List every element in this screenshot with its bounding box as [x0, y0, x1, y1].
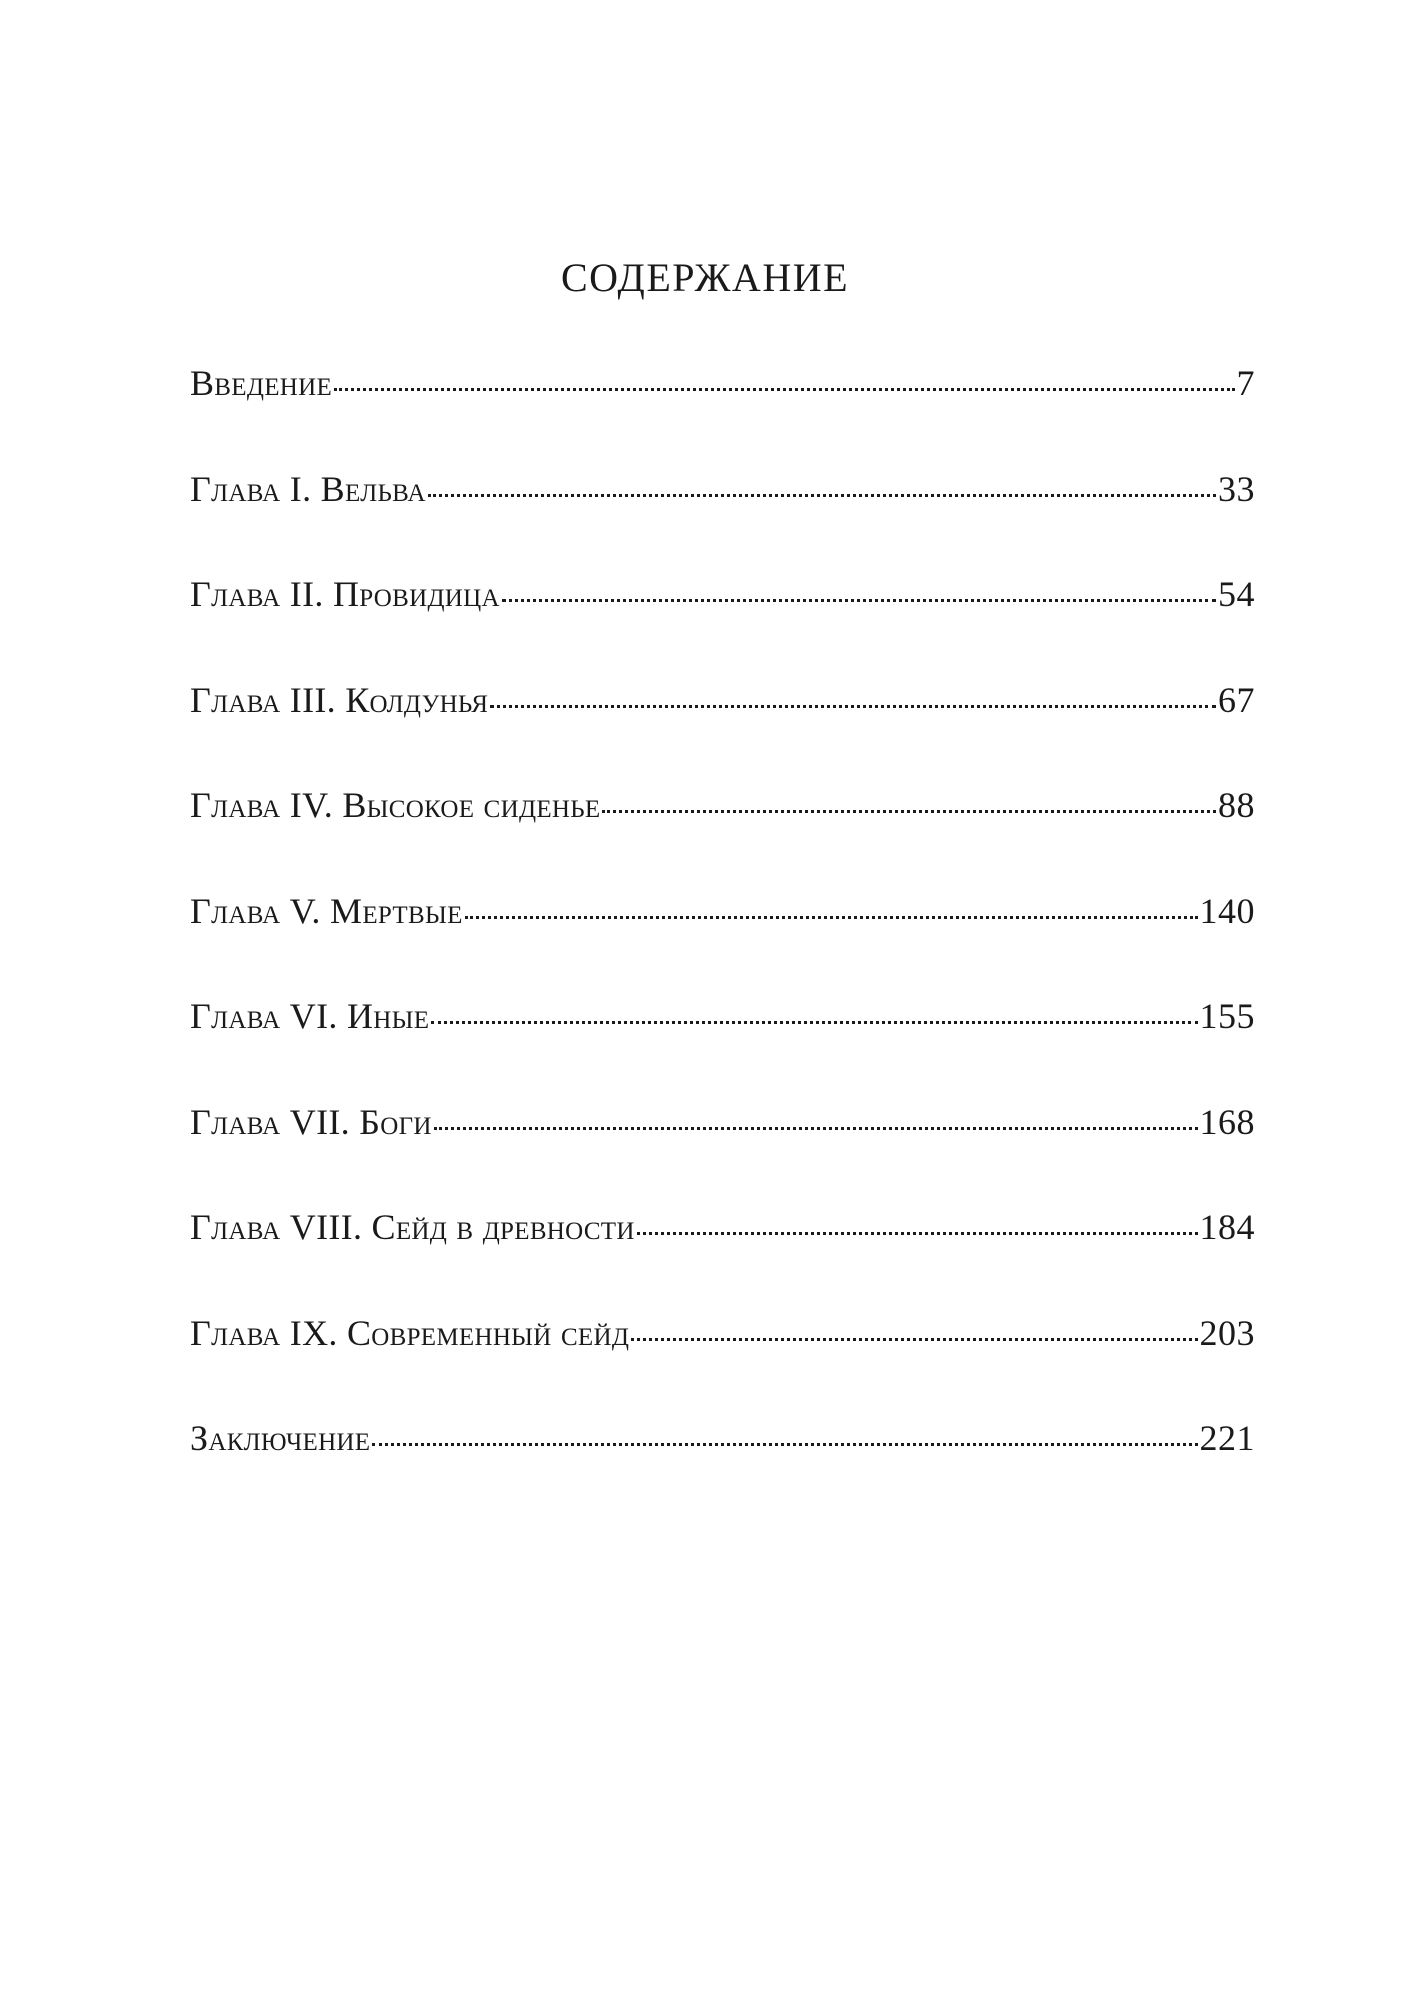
dot-leader — [431, 1021, 1197, 1024]
toc-title: СОДЕРЖАНИЕ — [560, 255, 850, 300]
toc-entry-page-number: 168 — [1199, 1101, 1255, 1142]
toc-entry-chapter-4[interactable] — [190, 784, 1255, 890]
toc-entry-chapter-9[interactable] — [190, 1312, 1255, 1418]
toc-entry-introduction[interactable] — [190, 362, 1255, 468]
toc-entry-page-number: 67 — [1218, 679, 1255, 720]
toc-entry-label: Глава V. Мертвые — [190, 890, 463, 931]
toc-entry-chapter-5[interactable] — [190, 890, 1255, 996]
toc-entry-page-number: 54 — [1218, 574, 1255, 614]
toc-entry-chapter-8[interactable] — [190, 1206, 1255, 1312]
dot-leader — [602, 810, 1216, 813]
toc-entry-chapter-1[interactable] — [190, 468, 1255, 574]
toc-entry-page-number: 88 — [1218, 785, 1255, 825]
toc-entry-chapter-7[interactable] — [190, 1101, 1255, 1207]
toc-entry-page-number: 203 — [1199, 1312, 1255, 1353]
dot-leader — [490, 705, 1216, 708]
toc-entry-chapter-3[interactable] — [190, 679, 1255, 785]
toc-entry-label: Глава II. Провидица — [190, 574, 500, 614]
toc-entry-page-number: 221 — [1199, 1418, 1255, 1458]
toc-entry-page-number: 140 — [1199, 890, 1255, 931]
toc-entry-label: Глава IV. Высокое сиденье — [190, 785, 601, 825]
toc-entry-page-number: 184 — [1199, 1207, 1255, 1247]
dot-leader — [502, 599, 1216, 602]
toc-entry-label: Введение — [190, 363, 333, 403]
dot-leader — [434, 1127, 1198, 1130]
toc-entry-label: Глава VIII. Сейд в древности — [190, 1207, 635, 1247]
toc-entry-page-number: 33 — [1218, 468, 1255, 509]
toc-entry-page-number: 155 — [1199, 996, 1255, 1036]
toc-entry-label: Глава VI. Иные — [190, 996, 430, 1036]
dot-leader — [631, 1338, 1197, 1341]
toc-entry-conclusion[interactable] — [190, 1417, 1255, 1523]
toc-entry-chapter-6[interactable] — [190, 995, 1255, 1101]
dot-leader — [428, 494, 1216, 497]
toc-entry-label: Заключение — [190, 1418, 371, 1458]
toc-entry-label: Глава VII. Боги — [190, 1101, 432, 1142]
toc-entry-page-number: 7 — [1236, 363, 1255, 403]
dot-leader — [637, 1232, 1198, 1235]
toc-entry-chapter-2[interactable] — [190, 573, 1255, 679]
toc-list — [190, 362, 1255, 1523]
dot-leader — [465, 916, 1198, 919]
toc-entry-label: Глава I. Вельва — [190, 468, 426, 509]
toc-entry-label: Глава IX. Современный сейд — [190, 1312, 630, 1353]
toc-entry-label: Глава III. Колдунья — [190, 679, 489, 720]
dot-leader — [372, 1443, 1197, 1446]
dot-leader — [334, 388, 1234, 391]
